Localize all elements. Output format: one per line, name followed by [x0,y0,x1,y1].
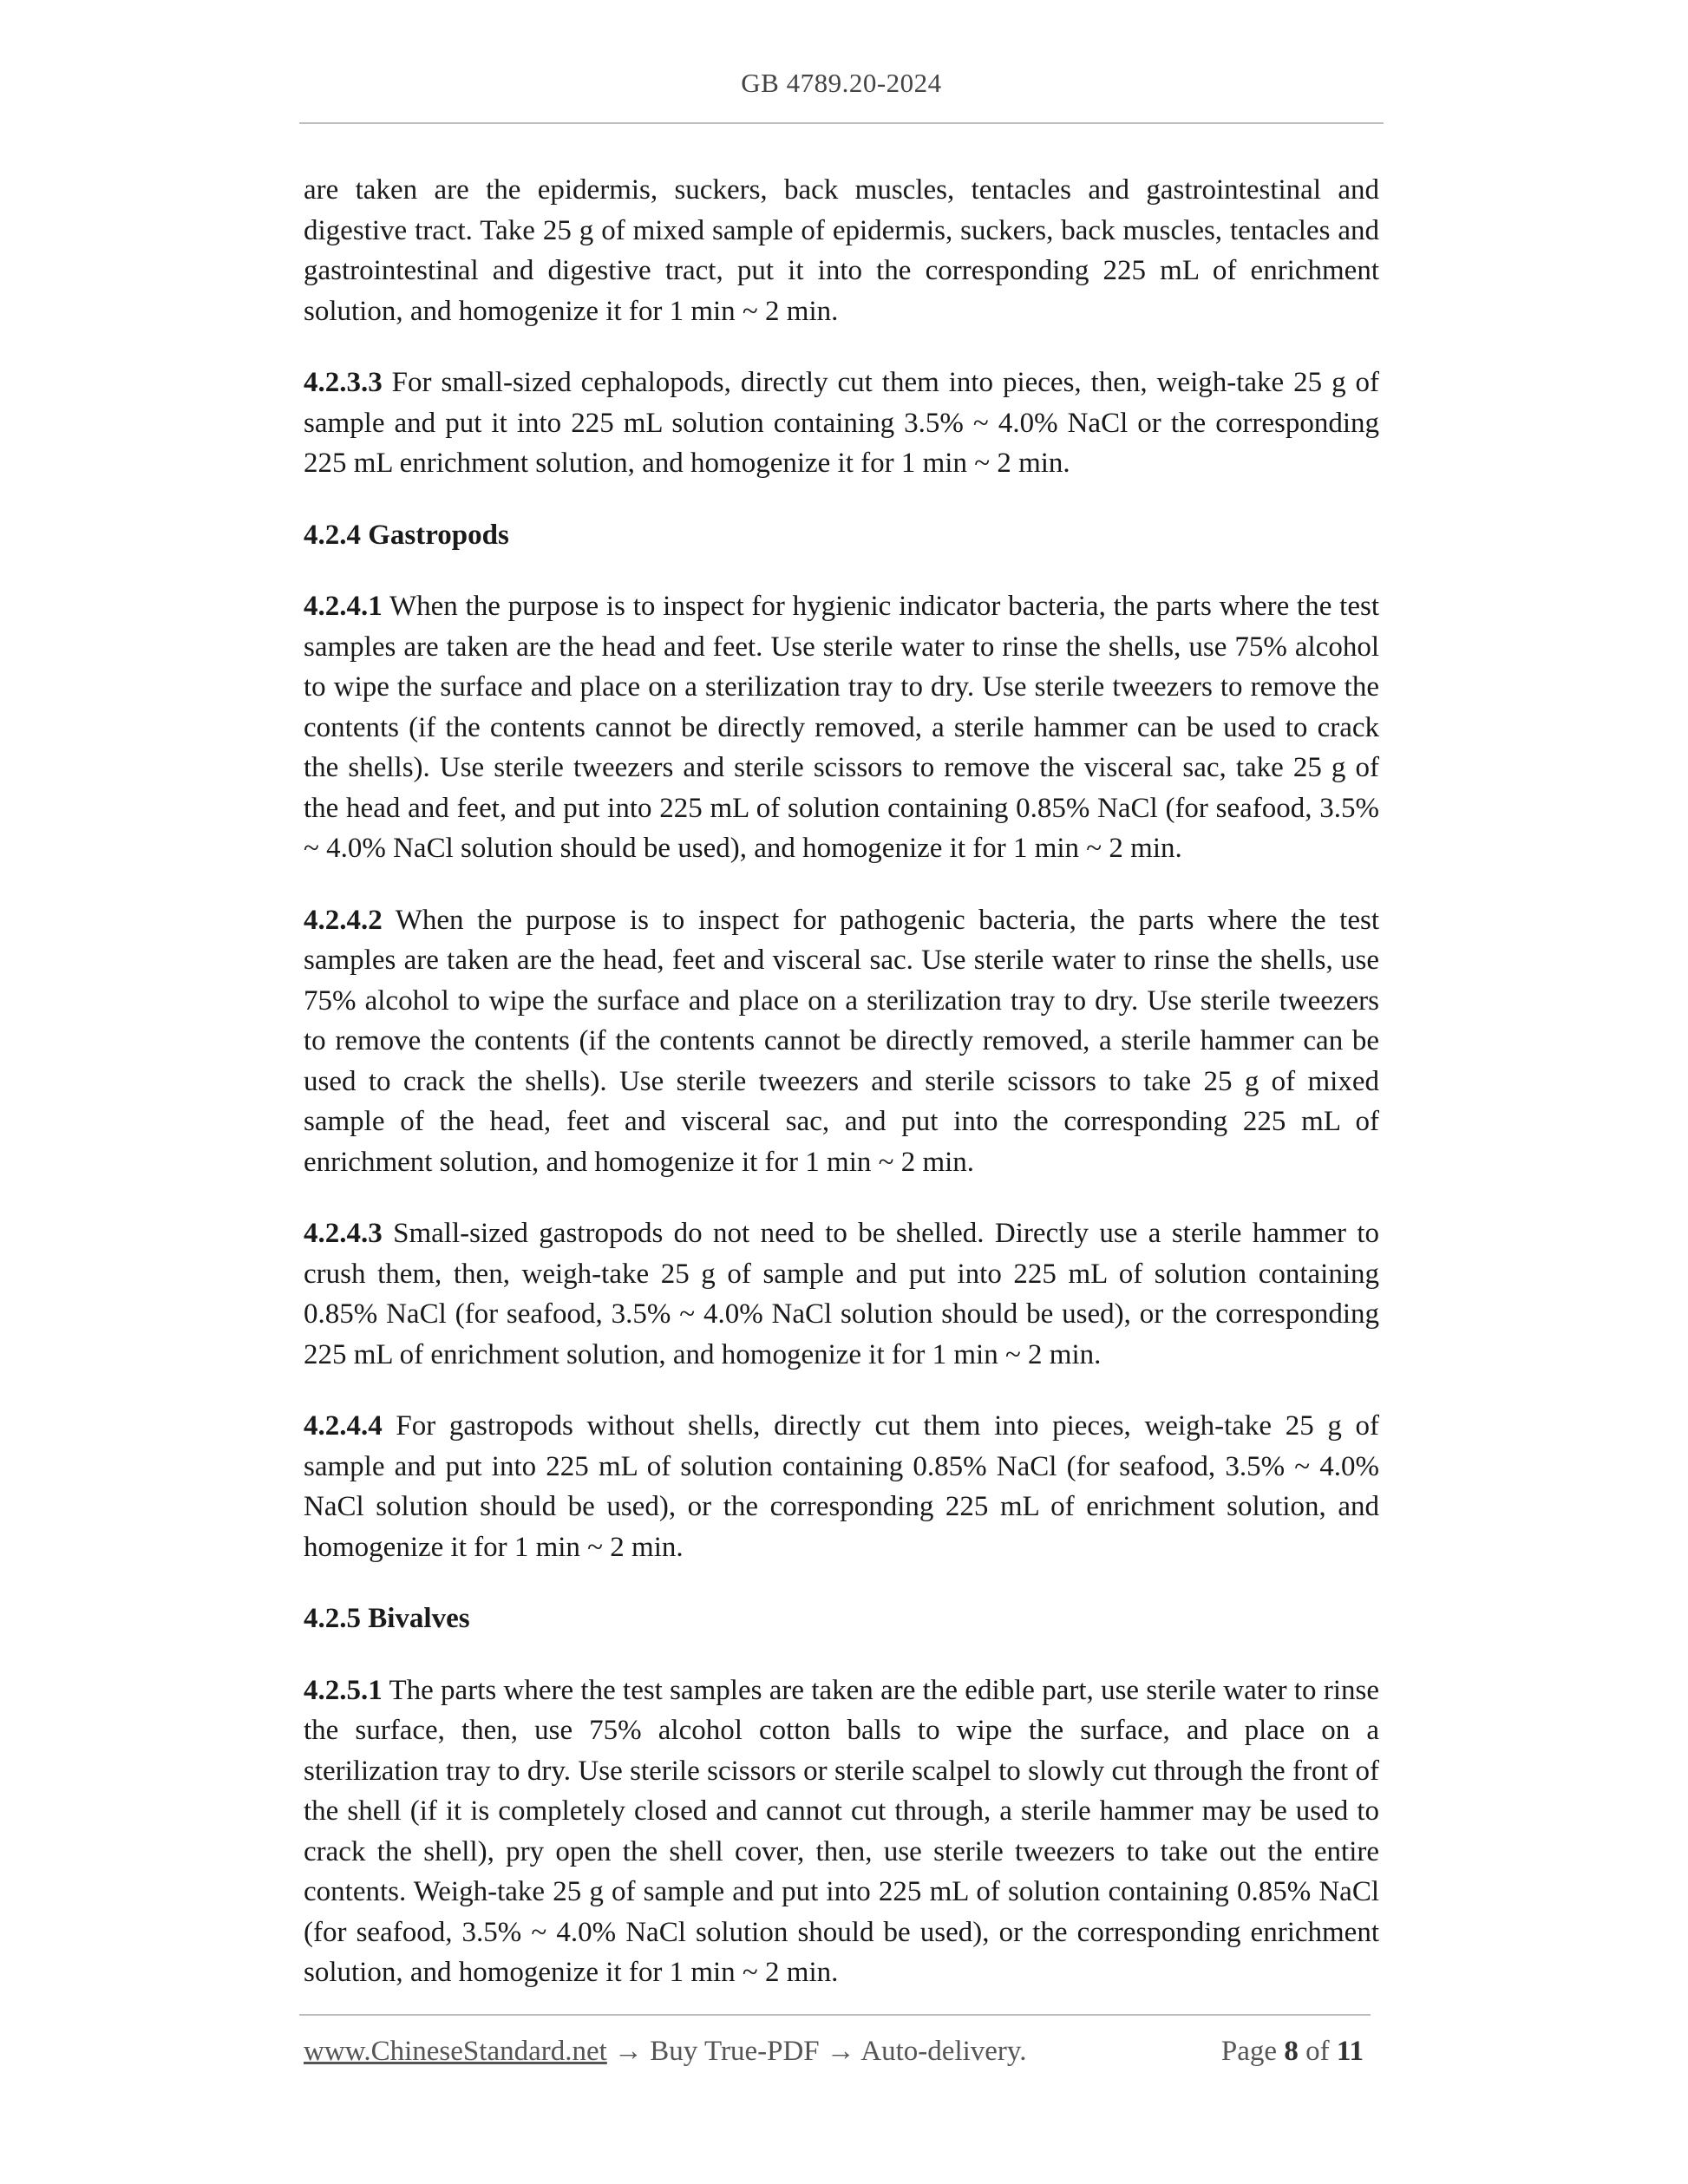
header-divider [299,122,1384,124]
page-indicator [1221,2036,1364,2068]
page-of: of [1305,2036,1330,2067]
standard-id: GB 4789.20-2024 [741,68,942,98]
document-body [304,170,1379,2024]
clause-number: 4.2.5.1 [304,1674,383,1706]
footer-divider [299,2014,1371,2016]
clause-text: When the purpose is to inspect for pathogenic bacteria, the parts where the test samples are taken are the head, feet and visceral sac. Use sterile water to rinse the shells, use 75% alcohol to wipe the surface and place on a sterilization tray to dry. Use sterile tweezers to remove the contents (if the contents cannot be directly removed, a sterile hammer can be used to crack the shells). Use sterile tweezers and sterile scissors to take 25 g of mixed sample of the head, feet and visceral sac, and put into the corresponding 225 mL of enrichment solution, and homogenize it for 1 min ~ 2 min. [304,904,1379,1178]
website-link[interactable]: www.ChineseStandard.net [304,2036,607,2067]
clause-text: When the purpose is to inspect for hygienic indicator bacteria, the parts where the test samples are taken are the head and feet. Use sterile water to rinse the shells, use 75% alcohol to wipe the surface and place on a sterilization tray to dry. Use sterile tweezers to remove the contents (if the contents cannot be directly removed, a sterile hammer can be used to crack the shells). Use sterile tweezers and sterile scissors to remove the visceral sac, take 25 g of the head and feet, and put into 225 mL of solution containing 0.85% NaCl (for seafood, 3.5% ~ 4.0% NaCl solution should be used), and homogenize it for 1 min ~ 2 min. [304,591,1379,864]
paragraph-4-2-3-3 [304,363,1379,484]
clause-text: For gastropods without shells, directly cut them into pieces, weigh-take 25 g of sample and put into 225 mL of solution containing 0.85% NaCl (for seafood, 3.5% ~ 4.0% NaCl solution should be used), or the corresponding 225 mL of enrichment solution, and homogenize it for 1 min ~ 2 min. [304,1410,1379,1563]
paragraph-4-2-5-1 [304,1671,1379,1993]
section-heading-gastropods: 4.2.4 Gastropods [304,519,509,551]
clause-text: The parts where the test samples are taken are the edible part, use sterile water to rinse the surface, then, use 75% alcohol cotton balls to wipe the surface, and place on a sterilization tray to dry. Use sterile scissors or sterile scalpel to slowly cut through the front of the shell (if it is completely closed and cannot cut through, a sterile hammer may be used to crack the shell), pry open the shell cover, then, use sterile tweezers to take out the entire contents. Weigh-take 25 g of sample and put into 225 mL of solution containing 0.85% NaCl (for seafood, 3.5% ~ 4.0% NaCl solution should be used), or the corresponding enrichment solution, and homogenize it for 1 min ~ 2 min. [304,1674,1379,1988]
clause-number: 4.2.4.3 [304,1218,383,1249]
promo-text: → Buy True-PDF → Auto-delivery. [606,2036,1027,2067]
clause-number: 4.2.4.1 [304,591,383,622]
paragraph-4-2-4-3 [304,1213,1379,1375]
clause-number: 4.2.4.2 [304,904,383,936]
document-footer [304,2036,1371,2068]
clause-text: Small-sized gastropods do not need to be shelled. Directly use a sterile hammer to crush them, then, weigh-take 25 g of sample and put into 225 mL of solution containing 0.85% NaCl (for seafood, 3.5% ~ 4.0% NaCl solution should be used), or the corresponding 225 mL of enrichment solution, and homogenize it for 1 min ~ 2 min. [304,1218,1379,1370]
page-label: Page [1220,2036,1278,2067]
paragraph-continuation: are taken are the epidermis, suckers, back muscles, tentacles and gastrointestinal and digestive tract. Take 25 g of mixed sample of epidermis, suckers, back muscles, tentacles and gastrointestinal and digestive tract, put it into the corresponding 225 mL of enrichment solution, and homogenize it for 1 min ~ 2 min. [304,174,1379,327]
page-total: 11 [1336,2036,1364,2067]
clause-number: 4.2.3.3 [304,367,383,398]
clause-text: For small-sized cephalopods, directly cut them into pieces, then, weigh-take 25 g of sample and put it into 225 mL solution containing 3.5% ~ 4.0% NaCl or the corresponding 225 mL enrichment solution, and homogenize it for 1 min ~ 2 min. [304,367,1379,479]
clause-number: 4.2.4.4 [304,1410,383,1442]
paragraph-4-2-4-4 [304,1406,1379,1567]
paragraph-4-2-4-1 [304,586,1379,869]
page-current: 8 [1284,2036,1299,2067]
document-header [299,68,1384,99]
section-heading-bivalves: 4.2.5 Bivalves [304,1603,470,1634]
paragraph-4-2-4-2 [304,900,1379,1183]
